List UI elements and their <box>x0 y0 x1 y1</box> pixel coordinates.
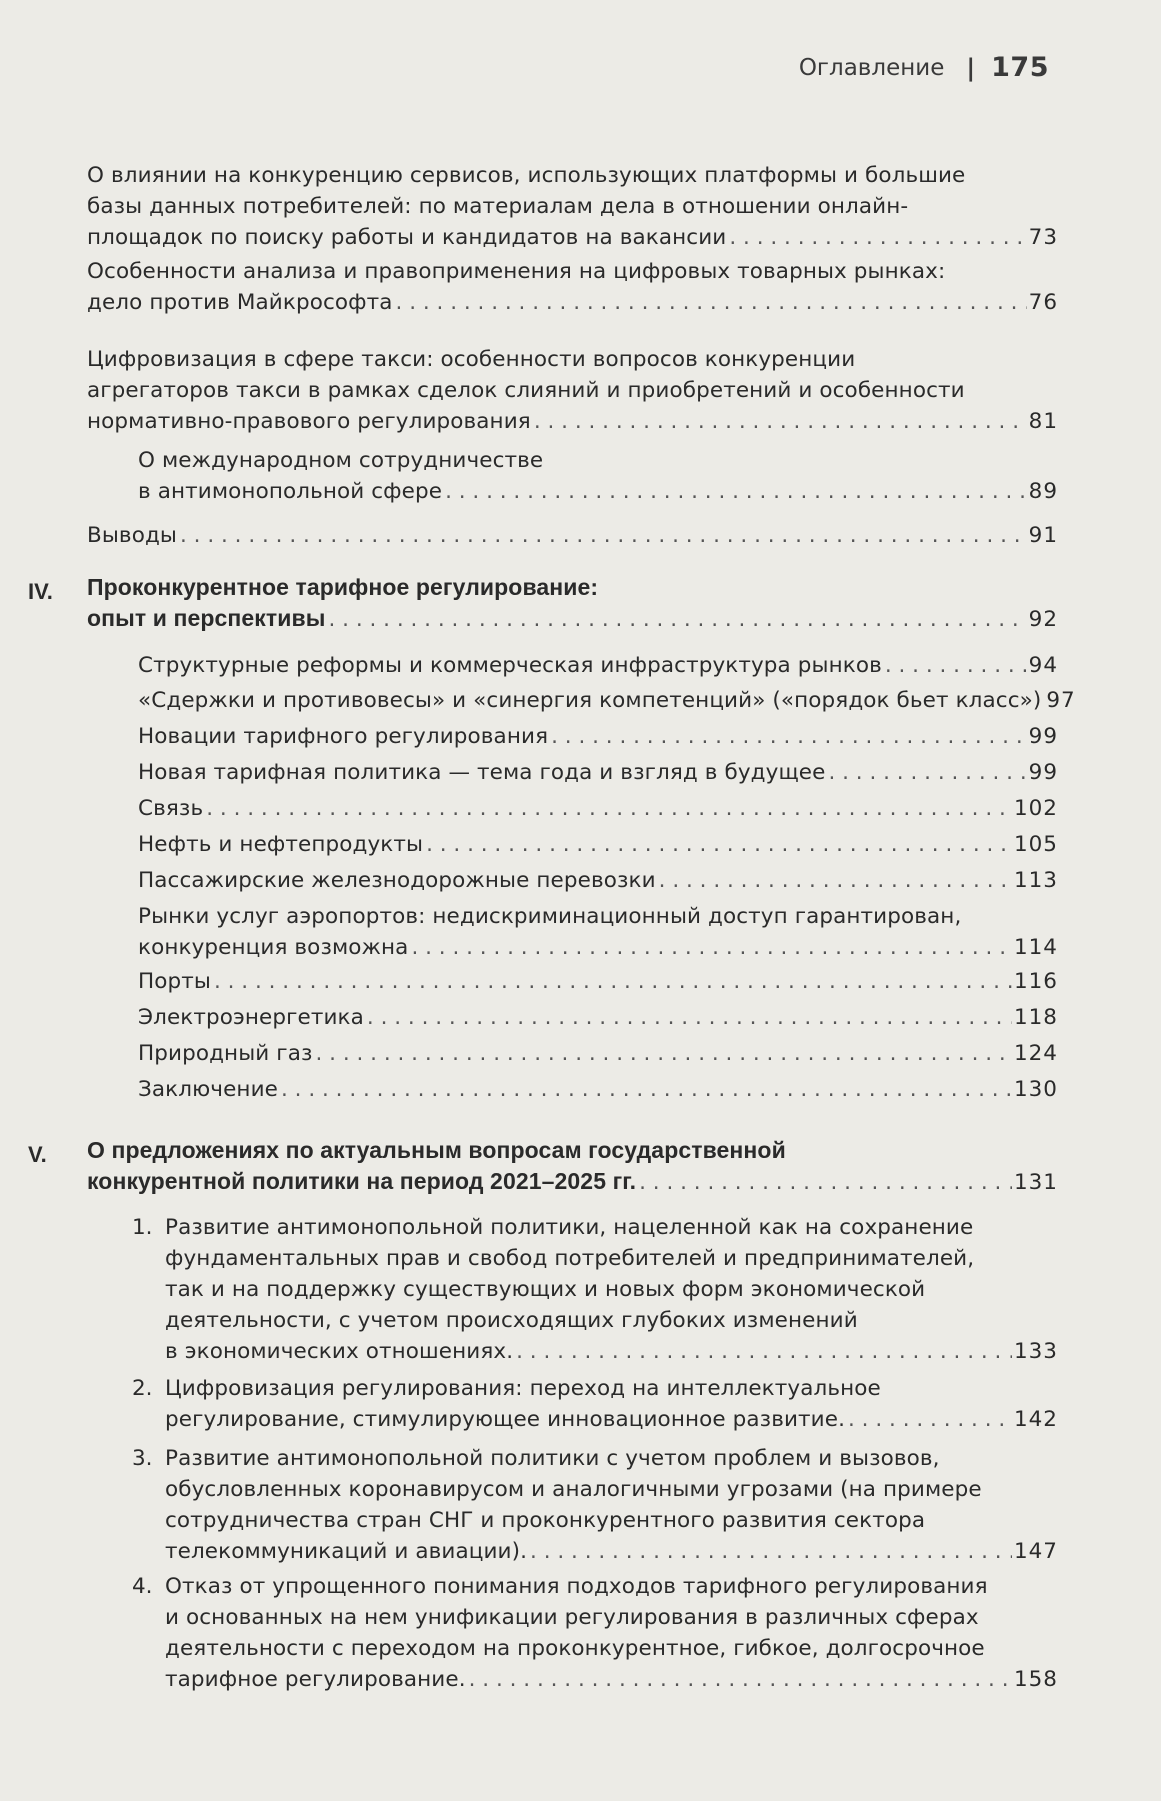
toc-page-number: 113 <box>1013 868 1058 893</box>
toc-page-number: 105 <box>1013 832 1058 857</box>
toc-page-number: 81 <box>1028 409 1058 434</box>
dot-leader <box>328 603 1026 636</box>
toc-entry <box>138 1038 1058 1069</box>
toc-entry <box>138 966 1058 997</box>
header-page-number: 175 <box>991 52 1049 83</box>
dot-leader <box>316 1038 1012 1069</box>
toc-entry-title: Нефть и нефтепродукты <box>138 832 424 857</box>
section-number: V. <box>28 1142 47 1167</box>
toc-page-number: 124 <box>1013 1041 1058 1066</box>
toc-entry-line: Развитие антимонопольной политики с учетом проблем и вызовов, <box>165 1446 940 1471</box>
dot-leader <box>411 932 1012 963</box>
toc-entry <box>138 685 1076 716</box>
toc-entry-last-line <box>138 1002 1058 1033</box>
toc-section <box>87 1134 1058 1199</box>
toc-entry-line: и основанных на нем унификации регулирования в различных сферах <box>165 1605 979 1630</box>
toc-entry-last-line <box>87 287 1058 318</box>
toc-page-number: 114 <box>1013 935 1058 960</box>
toc-entry <box>138 901 1058 963</box>
toc-entry-title: Природный газ <box>138 1041 313 1066</box>
toc-entry-line: обусловленных коронавирусом и аналогичными угрозами (на примере <box>165 1477 982 1502</box>
toc-entry-last-line <box>165 1664 1058 1695</box>
toc-entry <box>138 757 1058 788</box>
toc-entry-line: О влиянии на конкуренцию сервисов, использующих платформы и большие <box>87 163 966 188</box>
toc-entry-title: дело против Майкрософта <box>87 290 393 315</box>
header-title: Оглавление <box>798 54 945 81</box>
dot-leader <box>516 1336 1012 1367</box>
toc-entry <box>138 829 1058 860</box>
toc-entry-line: Цифровизация регулирования: переход на интеллектуальное <box>165 1376 881 1401</box>
toc-entry <box>165 1443 1058 1567</box>
toc-entry-title: Структурные реформы и коммерческая инфраструктура рынков <box>138 653 882 678</box>
toc-page-number: 158 <box>1013 1667 1058 1692</box>
toc-entry-last-line <box>87 222 1058 253</box>
dot-leader <box>659 865 1012 896</box>
toc-entry-title: Связь <box>138 796 204 821</box>
toc-entry-line: Отказ от упрощенного понимания подходов тарифного регулирования <box>165 1574 988 1599</box>
toc-entry-last-line <box>138 829 1058 860</box>
toc-page-number: 118 <box>1013 1005 1058 1030</box>
toc-entry-line: деятельности с переходом на проконкурентное, гибкое, долгосрочное <box>165 1636 985 1661</box>
toc-entry-last-line <box>138 1074 1058 1105</box>
toc-entry-title: опыт и перспективы <box>87 605 326 631</box>
toc-entry-title: конкуренция возможна <box>138 935 409 960</box>
toc-entry-last-line <box>165 1336 1058 1367</box>
dot-leader <box>445 476 1027 507</box>
toc-entry-last-line <box>138 476 1058 507</box>
toc-page-number: 97 <box>1046 688 1076 713</box>
toc-entry-line: Развитие антимонопольной политики, нацеленной как на сохранение <box>165 1215 974 1240</box>
toc-page-number: 73 <box>1028 225 1058 250</box>
toc-entry-line: О предложениях по актуальным вопросам государственной <box>87 1137 786 1163</box>
toc-entry-title: конкурентной политики на период 2021–2025 гг. <box>87 1168 637 1194</box>
toc-entry-line: Рынки услуг аэропортов: недискриминационный доступ гарантирован, <box>138 904 962 929</box>
dot-leader <box>469 1664 1012 1695</box>
toc-entry-line: базы данных потребителей: по материалам дела в отношении онлайн- <box>87 194 909 219</box>
dot-leader <box>534 406 1027 437</box>
toc-entry-last-line <box>165 1404 1058 1435</box>
toc-entry-title: телекоммуникаций и авиации). <box>165 1539 528 1564</box>
toc-entry <box>165 1373 1058 1435</box>
toc-entry <box>165 1571 1058 1695</box>
toc-entry-title: Новации тарифного регулирования <box>138 724 549 749</box>
toc-entry-last-line <box>87 520 1058 551</box>
dot-leader <box>206 793 1012 824</box>
dot-leader <box>848 1404 1012 1435</box>
toc-entry-title: Заключение <box>138 1077 278 1102</box>
dot-leader <box>828 757 1026 788</box>
toc-entry-title: регулирование, стимулирующее инновационное развитие. <box>165 1407 846 1432</box>
toc-page-number: 92 <box>1028 607 1058 632</box>
dot-leader <box>639 1166 1012 1199</box>
toc-entry <box>138 1002 1058 1033</box>
toc-entry <box>138 793 1058 824</box>
toc-entry-title: площадок по поиску работы и кандидатов на вакансии <box>87 225 727 250</box>
toc-entry-last-line <box>138 966 1058 997</box>
item-number: 3. <box>132 1446 153 1471</box>
toc-entry-title: нормативно-правового регулирования <box>87 409 531 434</box>
toc-entry-last-line <box>138 757 1058 788</box>
dot-leader <box>885 650 1027 681</box>
item-number: 2. <box>132 1376 153 1401</box>
toc-entry-line: О международном сотрудничестве <box>138 448 544 473</box>
toc-page-number: 131 <box>1013 1170 1058 1195</box>
item-number: 1. <box>132 1215 153 1240</box>
section-number: IV. <box>28 579 53 604</box>
toc-page-number: 89 <box>1028 479 1058 504</box>
toc-entry-last-line <box>138 721 1058 752</box>
toc-page-number: 133 <box>1013 1339 1058 1364</box>
toc-entry-line: Цифровизация в сфере такси: особенности вопросов конкуренции <box>87 347 856 372</box>
toc-entry-line: Особенности анализа и правоприменения на цифровых товарных рынках: <box>87 259 946 284</box>
toc-entry <box>87 520 1058 551</box>
toc-entry-title: Электроэнергетика <box>138 1005 364 1030</box>
toc-entry-title: Новая тарифная политика — тема года и взгляд в будущее <box>138 760 826 785</box>
toc-entry-line: Проконкурентное тарифное регулирование: <box>87 574 599 600</box>
toc-page-number: 91 <box>1028 523 1058 548</box>
toc-section <box>87 571 1058 636</box>
toc-entry <box>87 160 1058 253</box>
toc-entry <box>165 1212 1058 1367</box>
toc-entry-title: в антимонопольной сфере <box>138 479 443 504</box>
toc-entry-line: фундаментальных прав и свобод потребителей и предпринимателей, <box>165 1246 975 1271</box>
toc-entry-last-line <box>138 685 1076 716</box>
toc-entry-line: так и на поддержку существующих и новых форм экономической <box>165 1277 926 1302</box>
toc-entry-last-line <box>138 932 1058 963</box>
toc-entry <box>138 721 1058 752</box>
dot-leader <box>426 829 1012 860</box>
toc-entry-last-line <box>138 793 1058 824</box>
toc-entry <box>138 865 1058 896</box>
item-number: 4. <box>132 1574 153 1599</box>
toc-entry-title: Порты <box>138 969 211 994</box>
toc-entry-last-line <box>138 650 1058 681</box>
toc-entry-title: в экономических отношениях. <box>165 1339 514 1364</box>
dot-leader <box>180 520 1027 551</box>
toc-entry-title: Пассажирские железнодорожные перевозки <box>138 868 656 893</box>
toc-page-number: 130 <box>1013 1077 1058 1102</box>
toc-entry-title: «Сдержки и противовесы» и «синергия компетенций» («порядок бьет класс») <box>138 688 1042 713</box>
toc-entry-line: деятельности, с учетом происходящих глубоких изменений <box>165 1308 858 1333</box>
toc-entry <box>87 256 1058 318</box>
dot-leader <box>396 287 1027 318</box>
toc-entry-last-line <box>138 865 1058 896</box>
toc-page-number: 99 <box>1028 760 1058 785</box>
toc-entry <box>138 445 1058 507</box>
toc-page-number: 76 <box>1028 290 1058 315</box>
dot-leader <box>281 1074 1012 1105</box>
dot-leader <box>551 721 1027 752</box>
dot-leader <box>367 1002 1012 1033</box>
toc-entry-title: Выводы <box>87 523 177 548</box>
toc-entry <box>87 344 1058 437</box>
toc-entry-title: тарифное регулирование. <box>165 1667 466 1692</box>
toc-entry <box>138 1074 1058 1105</box>
toc-entry-last-line <box>87 1165 1058 1199</box>
toc-page-number: 147 <box>1013 1539 1058 1564</box>
dot-leader <box>214 966 1012 997</box>
toc-entry <box>138 650 1058 681</box>
toc-entry-last-line <box>165 1536 1058 1567</box>
toc-entry-line: сотрудничества стран СНГ и проконкурентного развития сектора <box>165 1508 926 1533</box>
header-separator: | <box>966 53 976 82</box>
toc-entry-line: агрегаторов такси в рамках сделок слияний и приобретений и особенности <box>87 378 965 403</box>
toc-page-number: 116 <box>1013 969 1058 994</box>
toc-page-number: 94 <box>1028 653 1058 678</box>
toc-entry-last-line <box>138 1038 1058 1069</box>
toc-entry-last-line <box>87 406 1058 437</box>
toc-page-number: 142 <box>1013 1407 1058 1432</box>
toc-entry-last-line <box>87 602 1058 636</box>
toc-page-number: 102 <box>1013 796 1058 821</box>
dot-leader <box>530 1536 1012 1567</box>
dot-leader <box>729 222 1026 253</box>
toc-page-number: 99 <box>1028 724 1058 749</box>
